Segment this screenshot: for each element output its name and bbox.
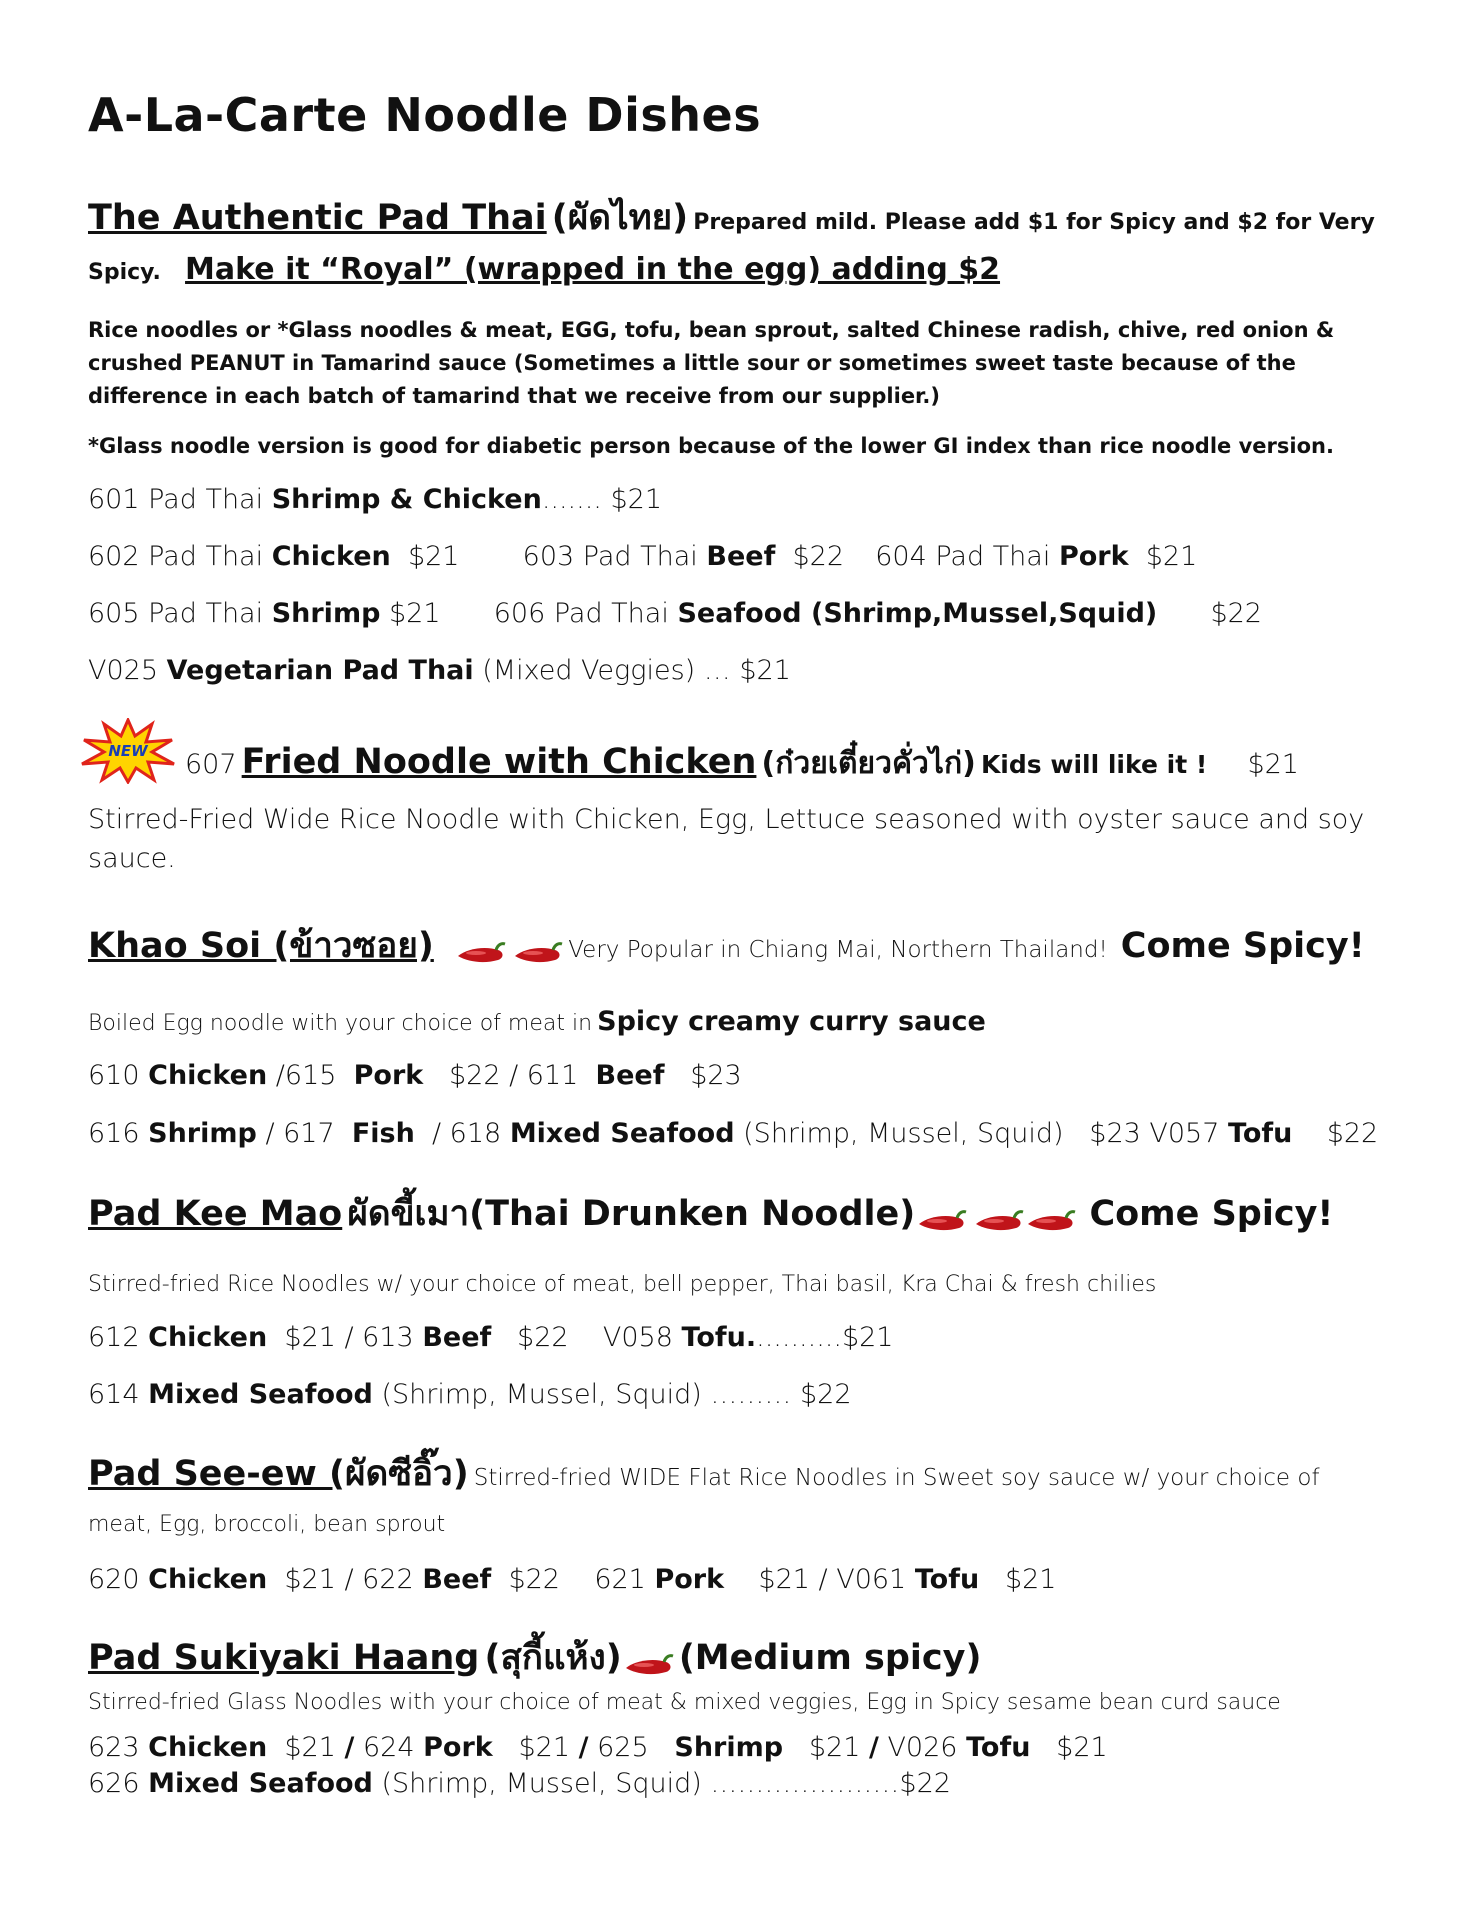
pad-thai-royal-line <box>88 252 1000 287</box>
svg-text:NEW: NEW <box>108 742 148 760</box>
khao-soi-line-1: 610 Chicken /615 Pork $22 / 611 Beef $23 <box>88 1060 742 1091</box>
kee-mao-description: Stirred-fried Rice Noodles w/ your choice of meat, bell pepper, Thai basil, Kra Chai & fresh chilies <box>88 1272 1157 1297</box>
pad-thai-heading: The Authentic Pad Thai <box>88 198 547 238</box>
pad-thai-heading-line <box>88 190 1375 245</box>
fried-noodle-kids: Kids will like it ! <box>980 750 1208 779</box>
sukiyaki-line-1: 623 Chicken $21 / 624 Pork $21 / 625 Shrimp $21 / V026 Tofu $21 <box>88 1732 1108 1763</box>
menu-item-601: 601 Pad Thai Shrimp & Chicken....... $21 <box>88 484 663 515</box>
pad-thai-description: Rice noodles or *Glass noodles & meat, EGG, tofu, bean sprout, salted Chinese radish, chive, red onion & crushed PEANUT in Tamarind sauce (Sometimes a little sour or sometimes sweet taste because of the difference in each batch of tamarind that we receive from our supplier.) <box>88 318 1335 408</box>
kee-mao-line-1: 612 Chicken $21 / 613 Beef $22 V058 Tofu...........$21 <box>88 1322 894 1353</box>
menu-line-605-606: 605 Pad Thai Shrimp $21 606 Pad Thai Seafood (Shrimp,Mussel,Squid) $22 <box>88 598 1262 629</box>
menu-item-606: 606 Pad Thai Seafood (Shrimp,Mussel,Squid) <box>493 598 1158 629</box>
pad-thai-spicy-note: Prepared mild. Please add $1 for Spicy and $2 for Very <box>693 210 1375 235</box>
sukiyaki-medium-spicy: (Medium spicy) <box>678 1638 982 1678</box>
chili-pepper-icon <box>622 1652 674 1678</box>
sukiyaki-line-2: 626 Mixed Seafood (Shrimp, Mussel, Squid) …………………$22 <box>88 1768 951 1799</box>
see-ew-heading: Pad See-ew ( <box>88 1454 346 1494</box>
chili-pepper-icon <box>915 1208 967 1234</box>
menu-item-v025: V025 Vegetarian Pad Thai (Mixed Veggies) … $21 <box>88 655 791 686</box>
khao-soi-tagline: Very Popular in Chiang Mai, Northern Thailand! <box>568 937 1108 963</box>
khao-soi-description: Boiled Egg noodle with your choice of meat in Spicy creamy curry sauce <box>88 1006 986 1037</box>
fried-noodle-heading-line <box>185 740 1299 787</box>
fried-noodle-price: $21 <box>1247 749 1299 780</box>
pad-thai-royal-option: Make it “Royal” (wrapped in the egg) adding $2 <box>185 252 1001 287</box>
kee-mao-line-2: 614 Mixed Seafood (Shrimp, Mussel, Squid) ……… $22 <box>88 1379 852 1410</box>
kee-mao-come-spicy: Come Spicy! <box>1089 1194 1334 1234</box>
see-ew-line: 620 Chicken $21 / 622 Beef $22 621 Pork $21 / V061 Tofu $21 <box>88 1564 1057 1595</box>
sukiyaki-thai: (สุกี้แห้ง) <box>484 1638 622 1678</box>
pad-thai-spicy-note-end: Spicy. <box>88 260 161 285</box>
menu-item-602: 602 Pad Thai Chicken $21 <box>88 541 460 572</box>
see-ew-heading-line <box>88 1446 1320 1501</box>
new-badge-icon <box>80 718 176 788</box>
sukiyaki-description: Stirred-fried Glass Noodles with your choice of meat & mixed veggies, Egg in Spicy sesame bean curd sauce <box>88 1690 1281 1715</box>
glass-noodle-note: *Glass noodle version is good for diabetic person because of the lower GI index than rice noodle version. <box>88 434 1334 458</box>
fried-noodle-code: 607 <box>185 749 237 780</box>
khao-soi-come-spicy: Come Spicy! <box>1120 926 1365 966</box>
fried-noodle-description: Stirred-Fried Wide Rice Noodle with Chicken, Egg, Lettuce seasoned with oyster sauce and soy sauce. <box>88 804 1365 874</box>
chili-pepper-icon <box>511 940 563 966</box>
menu-line-602-604 <box>88 541 1197 572</box>
khao-soi-line-2: 616 Shrimp / 617 Fish / 618 Mixed Seafood (Shrimp, Mussel, Squid) $23 V057 Tofu $22 <box>88 1118 1379 1149</box>
pad-thai-thai-name: (ผัดไทย) <box>551 198 689 238</box>
see-ew-thai: ผัดซีอิ๊ว) <box>345 1454 469 1494</box>
see-ew-description-1: Stirred-fried WIDE Flat Rice Noodles in Sweet soy sauce w/ your choice of <box>473 1465 1320 1491</box>
page-title: A-La-Carte Noodle Dishes <box>88 88 762 142</box>
menu-item-605: 605 Pad Thai Shrimp $21 <box>88 598 441 629</box>
menu-item-604: 604 Pad Thai Pork $21 <box>875 541 1198 572</box>
sukiyaki-heading-line <box>88 1630 981 1685</box>
kee-mao-thai: ผัดขี้เมา(Thai Drunken Noodle) <box>347 1194 916 1234</box>
chili-pepper-icon <box>972 1208 1024 1234</box>
fried-noodle-heading: Fried Noodle with Chicken <box>241 742 757 782</box>
fried-noodle-thai: (ก๋วยเตี๋ยวคั่วไก่) <box>761 746 976 781</box>
sukiyaki-heading: Pad Sukiyaki Haang <box>88 1638 480 1678</box>
kee-mao-heading: Pad Kee Mao <box>88 1194 343 1234</box>
kee-mao-heading-line <box>88 1186 1333 1241</box>
khao-soi-heading: Khao Soi (ข้าวซอย) <box>88 926 434 966</box>
chili-pepper-icon <box>1024 1208 1076 1234</box>
menu-item-603: 603 Pad Thai Beef $22 <box>522 541 845 572</box>
see-ew-description-2: meat, Egg, broccoli, bean sprout <box>88 1512 446 1537</box>
chili-pepper-icon <box>454 940 506 966</box>
khao-soi-heading-line <box>88 918 1365 973</box>
